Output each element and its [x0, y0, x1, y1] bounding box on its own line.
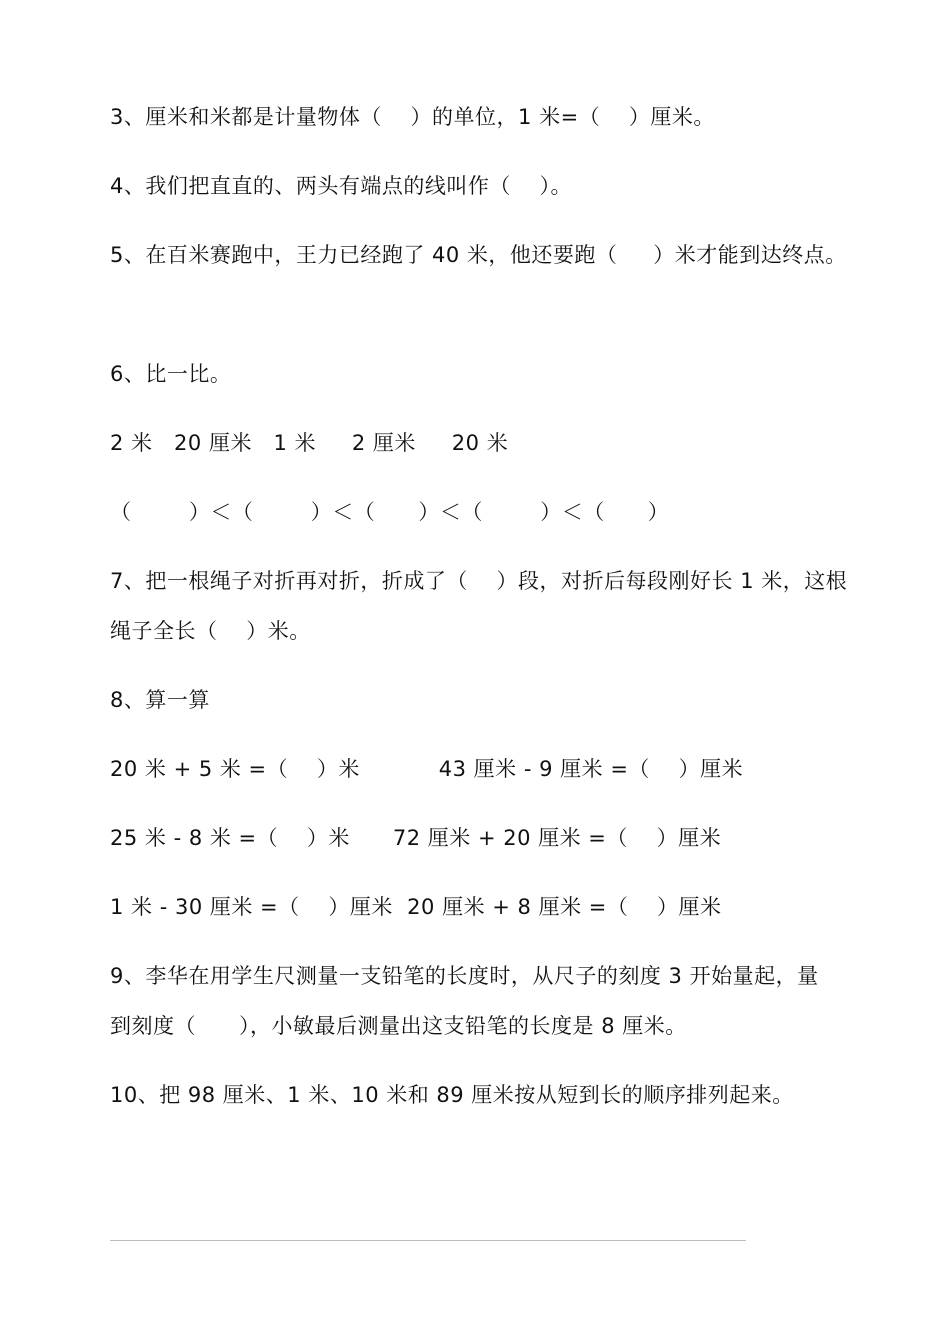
- question-9-line-2: 到刻度（ ），小敏最后测量出这支铅笔的长度是 8 厘米。: [110, 1014, 687, 1038]
- question-3: 3、厘米和米都是计量物体（ ）的单位，1 米=（ ）厘米。: [110, 105, 715, 129]
- question-8-row-2: 25 米 - 8 米 =（ ）米 72 厘米 + 20 厘米 =（ ）厘米: [110, 826, 722, 850]
- question-7-line-1: 7、把一根绳子对折再对折，折成了（ ）段，对折后每段刚好长 1 米，这根: [110, 569, 848, 593]
- question-7-line-2: 绳子全长（ ）米。: [110, 619, 311, 643]
- question-8-row-3: 1 米 - 30 厘米 =（ ）厘米 20 厘米 + 8 厘米 =（ ）厘米: [110, 895, 722, 919]
- question-8-title: 8、算一算: [110, 688, 210, 712]
- question-6-title: 6、比一比。: [110, 362, 232, 386]
- question-4: 4、我们把直直的、两头有端点的线叫作（ ）。: [110, 174, 573, 198]
- question-6-items: 2 米 20 厘米 1 米 2 厘米 20 米: [110, 431, 509, 455]
- question-8-row-1: 20 米 + 5 米 =（ ）米 43 厘米 - 9 厘米 =（ ）厘米: [110, 757, 744, 781]
- footer-divider: [110, 1240, 746, 1241]
- question-6-blanks: （ ）＜（ ）＜（ ）＜（ ）＜（ ）: [110, 500, 670, 524]
- question-10: 10、把 98 厘米、1 米、10 米和 89 厘米按从短到长的顺序排列起来。: [110, 1083, 794, 1107]
- question-5: 5、在百米赛跑中，王力已经跑了 40 米，他还要跑（ ）米才能到达终点。: [110, 243, 847, 267]
- question-9-line-1: 9、李华在用学生尺测量一支铅笔的长度时，从尺子的刻度 3 开始量起，量: [110, 964, 819, 988]
